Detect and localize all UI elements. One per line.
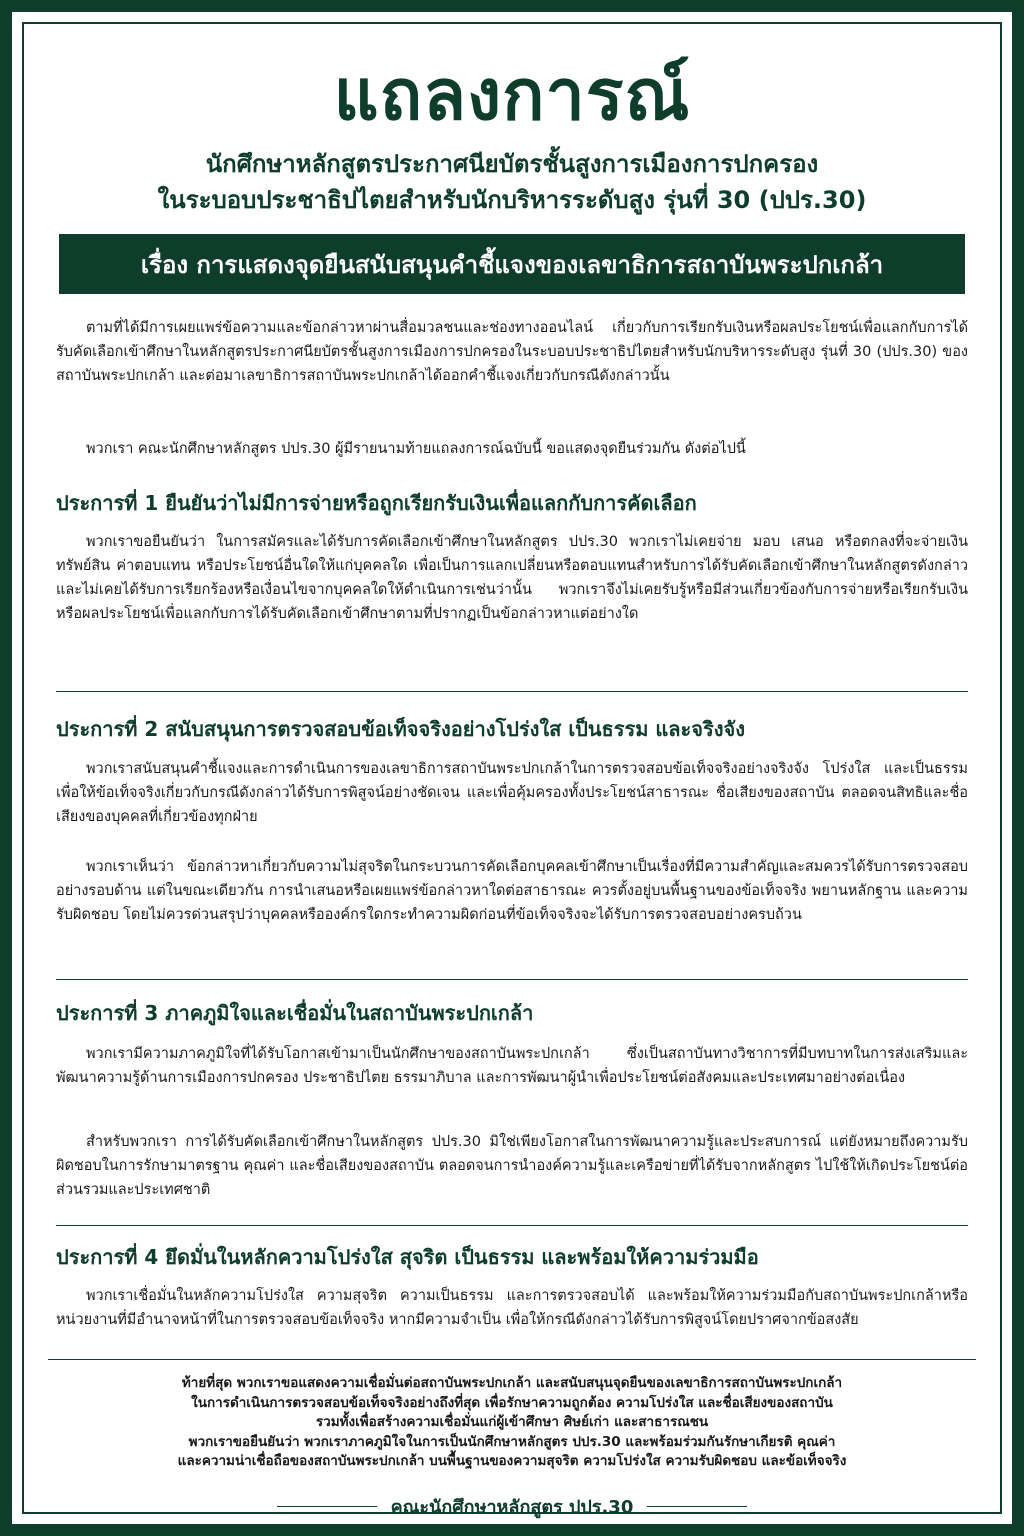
signature-row <box>12 1492 1012 1520</box>
section-3-paragraph-1: พวกเรามีความภาคภูมิใจที่ได้รับโอกาสเข้ามาเป็นนักศึกษาของสถาบันพระปกเกล้า ซึ่งเป็นสถาบันทางวิชาการที่มีบทบาทในการส่งเสริมและพัฒนาความรู้ด้านการเมืองการปกครอง ประชาธิปไตย ธรรมาภิบาล และการพัฒนาผู้นำเพื่อประโยชน์ต่อสังคมและประเทศมาอย่างต่อเนื่อง <box>56 1046 968 1086</box>
closing-line-3: รวมทั้งเพื่อสร้างความเชื่อมั่นแก่ผู้เข้าศึกษา ศิษย์เก่า และสาธารณชน <box>315 1414 709 1430</box>
signature-rule-right <box>647 1506 747 1507</box>
section-4-heading: ประการที่ 4 ยึดมั่นในหลักความโปร่งใส สุจริต เป็นธรรม และพร้อมให้ความร่วมมือ <box>56 1245 759 1269</box>
section-divider <box>56 1225 968 1226</box>
section-2-paragraph-1: พวกเราสนับสนุนคำชี้แจงและการดำเนินการของเลขาธิการสถาบันพระปกเกล้าในการตรวจสอบข้อเท็จจริงอย่างจริงจัง โปร่งใส และเป็นธรรม เพื่อให้ข้อเท็จจริงเกี่ยวกับกรณีดังกล่าวได้รับการพิสูจน์อย่างชัดเจน และเพื่อคุ้มครองทั้งประโยชน์สาธารณะ ชื่อเสียงของสถาบัน ตลอดจนสิทธิและชื่อเสียงของบุคคลที่เกี่ยวข้องทุกฝ่าย <box>56 761 968 825</box>
section-1-paragraph-1: พวกเราขอยืนยันว่า ในการสมัครและได้รับการคัดเลือกเข้าศึกษาในหลักสูตร ปปร.30 พวกเราไม่เคยจ่าย มอบ เสนอ หรือตกลงที่จะจ่ายเงิน ทรัพย์สิน ค่าตอบแทน หรือประโยชน์อื่นใดให้แก่บุคคลใด เพื่อเป็นการแลกเปลี่ยนหรือตอบแทนสำหรับการได้รับคัดเลือกเข้าศึกษาในหลักสูตรดังกล่าว และไม่เคยได้รับการเรียกร้องหรือเงื่อนไขจากบุคคลใดให้ดำเนินการเช่นว่านั้น พวกเราจึงไม่เคยรับรู้หรือมีส่วนเกี่ยวข้องกับการจ่ายหรือเรียกรับเงินหรือผลประโยชน์เพื่อแลกกับการได้รับคัดเลือกเข้าศึกษาตามที่ปรากฏเป็นข้อกล่าวหาแต่อย่างใด <box>56 534 968 622</box>
closing-line-2: ในการดำเนินการตรวจสอบข้อเท็จจริงอย่างถึงที่สุด เพื่อรักษาความถูกต้อง ความโปร่งใส และชื่อเสียงของสถาบัน <box>191 1394 833 1411</box>
signature-rule-left <box>277 1506 377 1507</box>
section-3-paragraph-2: สำหรับพวกเรา การได้รับคัดเลือกเข้าศึกษาในหลักสูตร ปปร.30 มิใช่เพียงโอกาสในการพัฒนาความรู้และประสบการณ์ แต่ยังหมายถึงความรับผิดชอบในการรักษามาตรฐาน คุณค่า และชื่อเสียงของสถาบัน ตลอดจนการนำองค์ความรู้และเครือข่ายที่ได้รับจากหลักสูตร ไปใช้ให้เกิดประโยชน์ต่อส่วนรวมและประเทศชาติ <box>56 1134 968 1198</box>
closing-divider <box>48 1359 976 1360</box>
page-title: แถลงการณ์ <box>333 54 691 136</box>
section-4-paragraph-1: พวกเราเชื่อมั่นในหลักความโปร่งใส ความสุจริต ความเป็นธรรม และการตรวจสอบได้ และพร้อมให้ความร่วมมือกับสถาบันพระปกเกล้าหรือหน่วยงานที่มีอำนาจหน้าที่ในการตรวจสอบข้อเท็จจริง หากมีความจำเป็น เพื่อให้กรณีดังกล่าวได้รับการพิสูจน์โดยปราศจากข้อสงสัย <box>56 1288 968 1328</box>
section-2-paragraph-2: พวกเราเห็นว่า ข้อกล่าวหาเกี่ยวกับความไม่สุจริตในกระบวนการคัดเลือกบุคคลเข้าศึกษาเป็นเรื่องที่มีความสำคัญและสมควรได้รับการตรวจสอบอย่างรอบด้าน แต่ในขณะเดียวกัน การนำเสนอหรือเผยแพร่ข้อกล่าวหาใดต่อสาธารณะ ควรตั้งอยู่บนพื้นฐานของข้อเท็จจริง พยานหลักฐาน และความรับผิดชอบ โดยไม่ควรด่วนสรุปว่าบุคคลหรือองค์กรใดกระทำความผิดก่อนที่ข้อเท็จจริงจะได้รับการตรวจสอบอย่างครบถ้วน <box>56 859 968 923</box>
closing-line-4: พวกเราขอยืนยันว่า พวกเราภาคภูมิใจในการเป็นนักศึกษาหลักสูตร ปปร.30 และพร้อมร่วมกันรักษาเกียรติ คุณค่า <box>188 1433 836 1450</box>
intro-paragraph-1: ตามที่ได้มีการเผยแพร่ข้อความและข้อกล่าวหาผ่านสื่อมวลชนและช่องทางออนไลน์ เกี่ยวกับการเรียกรับเงินหรือผลประโยชน์เพื่อแลกกับการได้รับคัดเลือกเข้าศึกษาในหลักสูตรประกาศนียบัตรชั้นสูงการเมืองการปกครองในระบอบประชาธิปไตยสำหรับนักบริหารระดับสูง รุ่นที่ 30 (ปปร.30) ของสถาบันพระปกเกล้า และต่อมาเลขาธิการสถาบันพระปกเกล้าได้ออกคำชี้แจงเกี่ยวกับกรณีดังกล่าวนั้น <box>56 320 968 384</box>
section-2-heading: ประการที่ 2 สนับสนุนการตรวจสอบข้อเท็จจริงอย่างโปร่งใส เป็นธรรม และจริงจัง <box>56 717 745 741</box>
signature: คณะนักศึกษาหลักสูตร ปปร.30 <box>390 1496 634 1518</box>
statement-sheet <box>12 12 1012 1524</box>
closing-statement <box>52 1374 972 1472</box>
section-1-heading: ประการที่ 1 ยืนยันว่าไม่มีการจ่ายหรือถูกเรียกรับเงินเพื่อแลกกับการคัดเลือก <box>56 491 697 515</box>
closing-line-5: และความน่าเชื่อถือของสถาบันพระปกเกล้า บนพื้นฐานของความสุจริต ความโปร่งใส ความรับผิดชอบ และข้อเท็จจริง <box>177 1453 847 1469</box>
subject-banner: เรื่อง การแสดงจุดยืนสนับสนุนคำชี้แจงของเลขาธิการสถาบันพระปกเกล้า <box>59 234 965 294</box>
intro-paragraph-2: พวกเรา คณะนักศึกษาหลักสูตร ปปร.30 ผู้มีรายนามท้ายแถลงการณ์ฉบับนี้ ขอแสดงจุดยืนร่วมกัน ดังต่อไปนี้ <box>86 441 746 457</box>
subtitle <box>12 146 1012 218</box>
section-divider <box>56 979 968 980</box>
subtitle-line-2: ในระบอบประชาธิปไตยสำหรับนักบริหารระดับสูง รุ่นที่ 30 (ปปร.30) <box>157 186 867 214</box>
closing-line-1: ท้ายที่สุด พวกเราขอแสดงความเชื่อมั่นต่อสถาบันพระปกเกล้า และสนับสนุนจุดยืนของเลขาธิการสถาบันพระปกเกล้า <box>181 1375 843 1391</box>
section-3-heading: ประการที่ 3 ภาคภูมิใจและเชื่อมั่นในสถาบันพระปกเกล้า <box>56 1001 534 1025</box>
section-divider <box>56 691 968 692</box>
subtitle-line-1: นักศึกษาหลักสูตรประกาศนียบัตรชั้นสูงการเมืองการปกครอง <box>205 150 819 178</box>
